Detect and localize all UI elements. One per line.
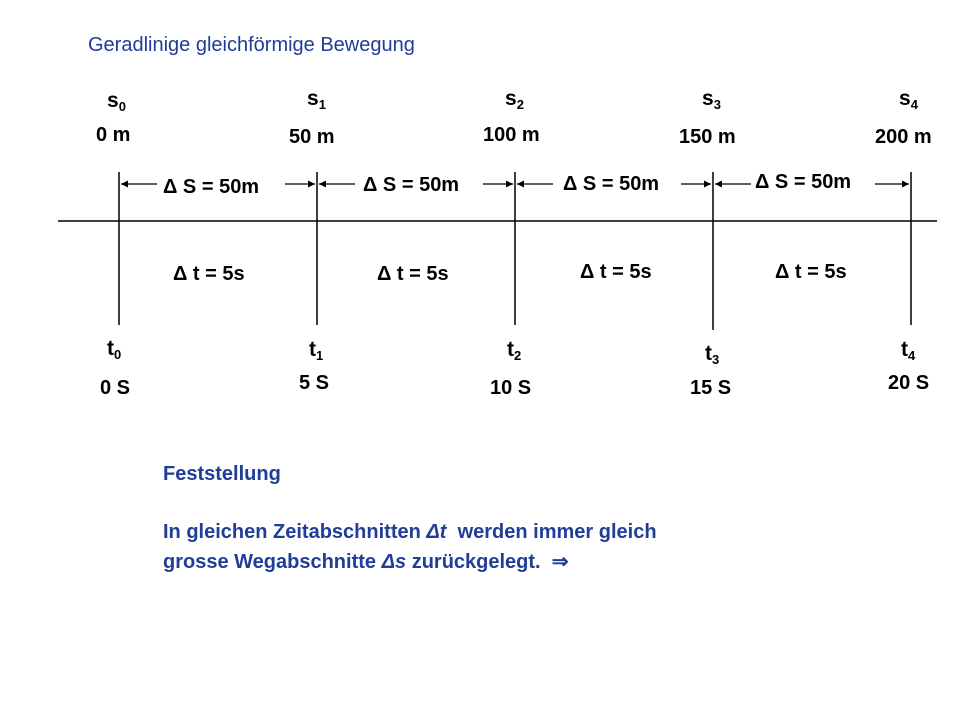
position-symbol-3: $s_3$	[702, 87, 721, 112]
delta-s-label-3: Δ S = 50m	[755, 171, 852, 193]
position-value-4: 200 m	[875, 126, 932, 148]
position-value-2: 100 m	[483, 124, 540, 146]
position-value-3: 150 m	[679, 126, 736, 148]
time-value-4: 20 S	[888, 372, 930, 394]
slide-title: Geradlinige gleichförmige Bewegung	[88, 34, 415, 56]
position-symbol-1: $s_1$	[307, 87, 326, 112]
time-symbol-3: $t_3$	[705, 342, 720, 367]
conclusion-line-2: grosse Wegabschnitte Δs zurückgelegt. ⇒	[163, 551, 569, 573]
time-symbol-2: $t_2$	[507, 338, 522, 363]
delta-s-label-0: Δ S = 50m	[163, 176, 260, 198]
time-symbol-1: $t_1$	[309, 338, 324, 363]
conclusion-heading: Feststellung	[163, 463, 281, 485]
conclusion-line-1: In gleichen Zeitabschnitten Δt werden immer gleich	[163, 521, 657, 543]
delta-t-label-3: Δ t = 5s	[775, 261, 847, 283]
position-symbol-2: $s_2$	[505, 87, 524, 112]
delta-s-label-1: Δ S = 50m	[363, 174, 460, 196]
delta-s-symbol: Δs	[381, 551, 407, 573]
position-value-0: 0 m	[96, 124, 131, 146]
time-value-0: 0 S	[100, 377, 131, 399]
time-value-1: 5 S	[299, 372, 330, 394]
time-symbol-0: $t_0$	[107, 337, 122, 362]
delta-t-label-1: Δ t = 5s	[377, 263, 449, 285]
time-value-3: 15 S	[690, 377, 732, 399]
position-value-1: 50 m	[289, 126, 335, 148]
position-symbol-4: $s_4$	[899, 87, 918, 112]
position-symbol-0: $s_0$	[107, 89, 126, 114]
delta-t-symbol: Δt	[426, 521, 447, 543]
implies-arrow-icon: ⇒	[551, 551, 569, 573]
time-symbol-4: $t_4$	[901, 338, 916, 363]
delta-t-label-0: Δ t = 5s	[173, 263, 245, 285]
delta-s-label-2: Δ S = 50m	[563, 173, 660, 195]
time-value-2: 10 S	[490, 377, 532, 399]
delta-t-label-2: Δ t = 5s	[580, 261, 652, 283]
